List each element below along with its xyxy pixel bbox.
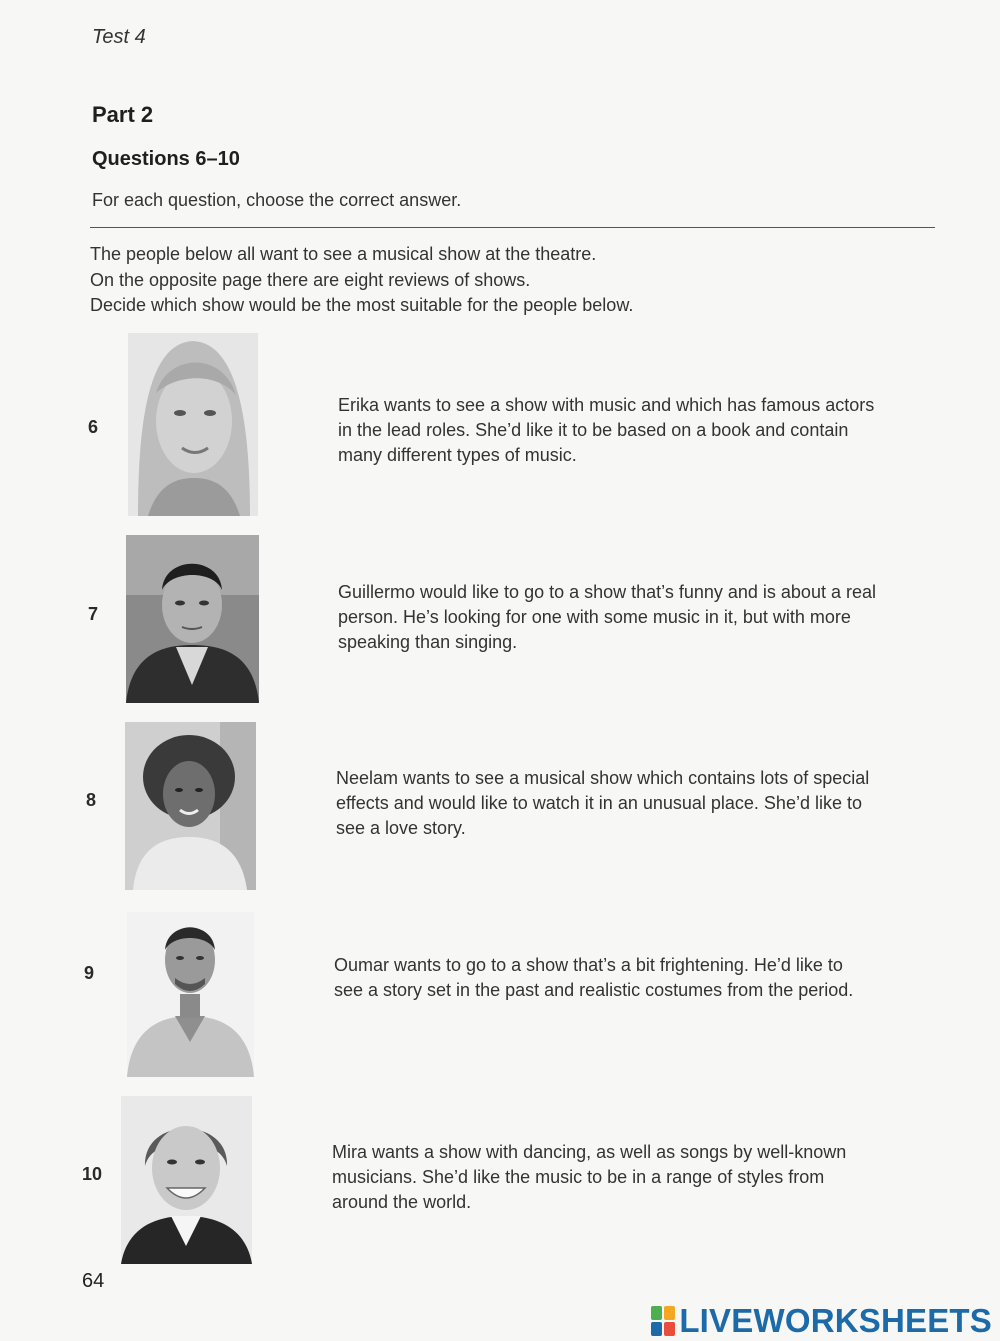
question-number-10: 10 (82, 1164, 103, 1184)
question-line: Erika wants to see a show with music and which has famous actors (338, 395, 875, 415)
question-line: see a story set in the past and realistic costumes from the period. (334, 980, 854, 1000)
question-line: Mira wants a show with dancing, as well as songs by well-known (332, 1142, 847, 1162)
question-line: person. He’s looking for one with some music in it, but with more (338, 607, 851, 627)
question-line: Neelam wants to see a musical show which contains lots of special (336, 768, 870, 788)
intro-paragraph (90, 242, 633, 319)
questions-title: Questions 6–10 (92, 148, 240, 170)
question-text-10 (332, 1140, 846, 1215)
intro-line: On the opposite page there are eight reviews of shows. (90, 269, 531, 290)
portrait-photo-guillermo (126, 535, 259, 703)
instruction-text: For each question, choose the correct answer. (92, 190, 462, 210)
question-text-6 (338, 393, 874, 468)
portrait-photo-neelam (125, 722, 256, 890)
question-text-8 (336, 766, 869, 841)
question-text-7 (338, 580, 876, 655)
liveworksheets-logo-icon (651, 1306, 675, 1336)
question-line: effects and would like to watch it in an unusual place. She’d like to (336, 793, 862, 813)
question-line: musicians. She’d like the music to be in a range of styles from (332, 1167, 825, 1187)
page-number: 64 (82, 1270, 105, 1292)
question-line: speaking than singing. (338, 632, 518, 652)
question-number-8: 8 (86, 790, 97, 810)
intro-line: Decide which show would be the most suitable for the people below. (90, 295, 634, 315)
question-number-9: 9 (84, 963, 95, 983)
liveworksheets-watermark (651, 1302, 992, 1340)
part-title: Part 2 (92, 102, 154, 127)
portrait-photo-mira (121, 1096, 252, 1264)
question-line: in the lead roles. She’d like it to be based on a book and contain (338, 420, 849, 440)
question-line: many different types of music. (338, 445, 577, 465)
question-number-7: 7 (88, 604, 99, 624)
running-head: Test 4 (92, 26, 146, 48)
question-line: see a love story. (336, 818, 466, 838)
portrait-photo-erika (128, 333, 258, 516)
divider-rule (90, 227, 935, 228)
question-line: Oumar wants to go to a show that’s a bit frightening. He’d like to (334, 955, 843, 975)
question-text-9 (334, 953, 853, 1003)
question-line: Guillermo would like to go to a show that’s funny and is about a real (338, 582, 876, 602)
brand-name: LIVEWORKSHEETS (679, 1302, 992, 1339)
question-line: around the world. (332, 1192, 472, 1212)
portrait-photo-oumar (127, 912, 254, 1077)
question-number-6: 6 (88, 417, 99, 437)
intro-line: The people below all want to see a musical show at the theatre. (90, 244, 597, 264)
